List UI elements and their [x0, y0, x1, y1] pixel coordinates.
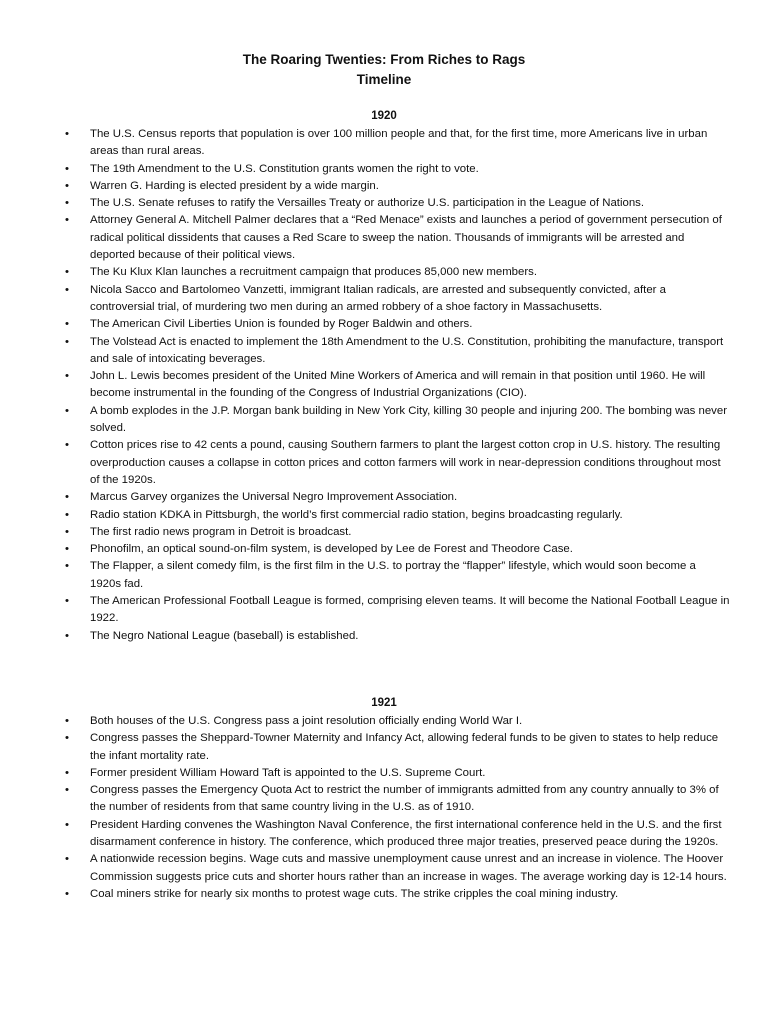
timeline-list-1921	[62, 713, 730, 903]
list-item: • The U.S. Senate refuses to ratify the Versailles Treaty or authorize U.S. participation in the League of Nations.	[62, 195, 730, 212]
list-item: • The 19th Amendment to the U.S. Constitution grants women the right to vote.	[62, 161, 730, 178]
list-item: • Congress passes the Emergency Quota Act to restrict the number of immigrants admitted from any country annually to 3% of the number of residents from that same country living in the U.S. as of 1910.	[62, 782, 730, 817]
list-item: • John L. Lewis becomes president of the United Mine Workers of America and will remain in that position until 1960. He will become instrumental in the founding of the Congress of Industrial Organizations (CIO).	[62, 368, 730, 403]
list-item: • The U.S. Census reports that population is over 100 million people and that, for the first time, more Americans live in urban areas than rural areas.	[62, 126, 730, 161]
list-item: • The American Civil Liberties Union is founded by Roger Baldwin and others.	[62, 316, 730, 333]
list-item: • The Volstead Act is enacted to implement the 18th Amendment to the U.S. Constitution, prohibiting the manufacture, transport and sale of intoxicating beverages.	[62, 334, 730, 369]
list-item: • Coal miners strike for nearly six months to protest wage cuts. The strike cripples the coal mining industry.	[62, 886, 730, 903]
list-item: • Congress passes the Sheppard-Towner Maternity and Infancy Act, allowing federal funds to be given to states to help reduce the infant mortality rate.	[62, 730, 730, 765]
list-item: • The Negro National League (baseball) is established.	[62, 628, 730, 645]
list-item: • Phonofilm, an optical sound-on-film system, is developed by Lee de Forest and Theodore Case.	[62, 541, 730, 558]
list-item: • Marcus Garvey organizes the Universal Negro Improvement Association.	[62, 489, 730, 506]
list-item: • The Flapper, a silent comedy film, is the first film in the U.S. to portray the “flapper” lifestyle, which would soon become a 1920s fad.	[62, 558, 730, 593]
list-item: • Cotton prices rise to 42 cents a pound, causing Southern farmers to plant the largest cotton crop in U.S. history. The resulting overproduction causes a collapse in cotton prices and cotton farmers will work in near-depression conditions throughout most of the 1920s.	[62, 437, 730, 489]
document-title: The Roaring Twenties: From Riches to Rags	[242, 52, 526, 67]
list-item: • President Harding convenes the Washington Naval Conference, the first international conference held in the U.S. and the first disarmament conference in history. The conference, which produced three major treaties, preserved peace during the 1920s.	[62, 817, 730, 852]
list-item: • Nicola Sacco and Bartolomeo Vanzetti, immigrant Italian radicals, are arrested and subsequently convicted, after a controversial trial, of murdering two men during an armed robbery of a shoe factory in Massachusetts.	[62, 282, 730, 317]
list-item: • Former president William Howard Taft is appointed to the U.S. Supreme Court.	[62, 765, 730, 782]
list-item: • The first radio news program in Detroit is broadcast.	[62, 524, 730, 541]
list-item: • Attorney General A. Mitchell Palmer declares that a “Red Menace” exists and launches a period of government persecution of radical political dissidents that causes a Red Scare to sweep the nation. Thousands of immigrants will be arrested and deported because of their political views.	[62, 212, 730, 264]
list-item: • Both houses of the U.S. Congress pass a joint resolution officially ending World War I.	[62, 713, 730, 730]
list-item: • A bomb explodes in the J.P. Morgan bank building in New York City, killing 30 people and injuring 200. The bombing was never solved.	[62, 403, 730, 438]
timeline-list-1920	[62, 126, 730, 645]
year-heading-1921: 1921	[371, 697, 397, 709]
year-heading-1920: 1920	[371, 110, 397, 122]
list-item: • A nationwide recession begins. Wage cuts and massive unemployment cause unrest and an increase in violence. The Hoover Commission suggests price cuts and shorter hours rather than an increase in wages. The average working day is 12-14 hours.	[62, 851, 730, 886]
list-item: • The American Professional Football League is formed, comprising eleven teams. It will become the National Football League in 1922.	[62, 593, 730, 628]
document-subtitle: Timeline	[356, 72, 412, 87]
list-item: • Radio station KDKA in Pittsburgh, the world’s first commercial radio station, begins broadcasting regularly.	[62, 507, 730, 524]
list-item: • The Ku Klux Klan launches a recruitment campaign that produces 85,000 new members.	[62, 264, 730, 281]
list-item: • Warren G. Harding is elected president by a wide margin.	[62, 178, 730, 195]
